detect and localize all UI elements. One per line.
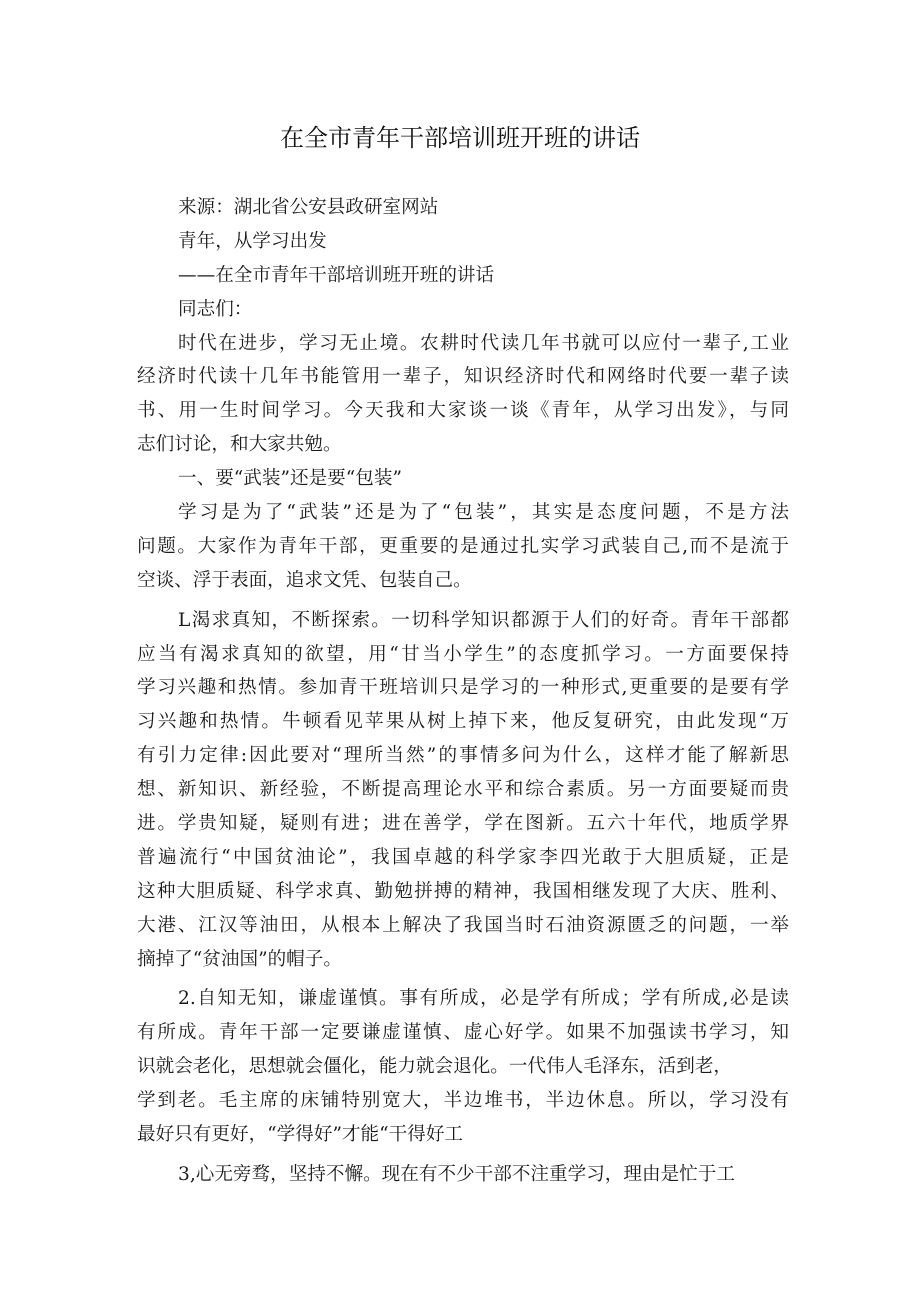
text-line: 这种大胆质疑、科学求真、勤勉拼搏的精神，我国相继发现了大庆、胜利、: [137, 880, 789, 902]
text-line: 想、新知识、新经验，不断提高理论水平和综合素质。另一方面要疑而贵: [137, 779, 789, 801]
source-line: [137, 191, 789, 225]
text-line: ——在全市青年干部培训班开班的讲话: [178, 264, 495, 286]
text-line: 2.自知无知，谦虚谨慎。事有所成，必是学有所成；学有所成,必是读: [178, 988, 789, 1010]
section-heading: [137, 462, 789, 496]
text-line: 普遍流行“中国贫油论”，我国卓越的科学家李四光敢于大胆质疑，正是: [137, 846, 789, 868]
text-line: 识就会老化，思想就会僵化，能力就会退化。一代伟人毛泽东，活到老，: [137, 1056, 733, 1078]
text-line: 书、用一生时间学习。今天我和大家谈一谈《青年，从学习出发》，与同: [137, 400, 789, 422]
text-line: 空谈、浮于表面，追求文凭、包装自己。: [137, 569, 472, 591]
text-line: 进。学贵知疑，疑则有进；进在善学，学在图新。五六十年代，地质学界: [137, 813, 789, 835]
text-line: 学习兴趣和热情。参加青干班培训只是学习的一种形式,更重要的是要有学: [137, 677, 789, 699]
salutation: [137, 293, 789, 327]
paragraph: [137, 604, 789, 977]
text-line: 3,心无旁骛，坚持不懈。现在有不少干部不注重学习，理由是忙于工: [178, 1163, 735, 1185]
text-line: 一、要“武装”还是要“包装”: [178, 468, 402, 490]
text-line: 时代在进步，学习无止境。农耕时代读几年书就可以应付一辈子,工业: [178, 332, 789, 354]
text-line: 习兴趣和热情。牛顿看见苹果从树上掉下来，他反复研究，由此发现“万: [137, 711, 789, 733]
text-line: 同志们：: [178, 298, 253, 320]
text-line: 有所成。青年干部一定要谦虚谨慎、虚心好学。如果不加强读书学习，知: [137, 1022, 789, 1044]
text-line: 来源：湖北省公安县政研室网站: [178, 197, 439, 218]
document-title: 在全市青年干部培训班开班的讲话: [280, 124, 640, 152]
text-line: 有引力定律:因此要对“理所当然”的事情多问为什么，这样才能了解新思: [137, 745, 789, 767]
paragraph: [137, 496, 789, 598]
document-body: [137, 191, 789, 1192]
text-line: 经济时代读十几年书能管用一辈子，知识经济时代和网络时代要一辈子读: [137, 366, 789, 388]
text-line: 问题。大家作为青年干部，更重要的是通过扎实学习武装自己,而不是流于: [137, 535, 789, 557]
text-line: 最好只有更好，“学得好”才能“干得好工: [137, 1124, 464, 1146]
paragraph: [137, 982, 789, 1151]
text-line: 学到老。毛主席的床铺特别宽大，半边堆书，半边休息。所以，学习没有: [137, 1090, 789, 1112]
subtitle-line: [137, 225, 789, 259]
text-line: 大港、江汉等油田，从根本上解决了我国当时石油资源匮乏的问题，一举: [137, 914, 789, 936]
text-line: 应当有渴求真知的欲望，用“甘当小学生”的态度抓学习。一方面要保持: [137, 643, 789, 665]
text-line: 摘掉了“贫油国”的帽子。: [137, 948, 342, 970]
paragraph: [137, 327, 789, 463]
text-line: 青年，从学习出发: [178, 230, 327, 252]
paragraph: [137, 1158, 789, 1192]
text-line: 学习是为了“武装”还是为了“包装”，其实是态度问题，不是方法: [178, 502, 789, 524]
text-line: 志们讨论，和大家共勉。: [137, 434, 342, 456]
text-line: L渴求真知，不断探索。一切科学知识都源于人们的好奇。青年干部都: [178, 609, 789, 631]
subtitle-line: [137, 259, 789, 293]
